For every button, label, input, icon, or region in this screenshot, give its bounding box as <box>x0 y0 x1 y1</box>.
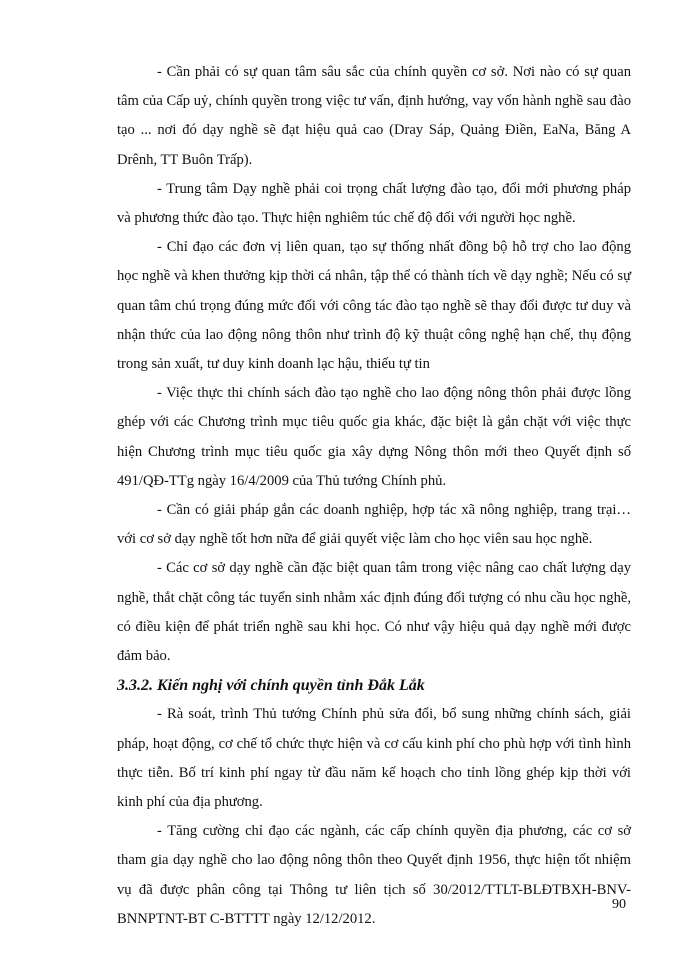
paragraph-direction-strengthening: - Tăng cường chỉ đạo các ngành, các cấp chính quyền địa phương, các cơ sở tham gia dạy nghề cho lao động nông thôn theo Quyết định 1956, thực hiện tốt nhiệm vụ đã được phân công tại Thông tư liên tịch số 30/2012/TTLT-BLĐTBXH-BNV-BNNPTNT-BT C-BTTTT ngày 12/12/2012. <box>117 823 631 927</box>
paragraph-coordination-support: - Chỉ đạo các đơn vị liên quan, tạo sự thống nhất đồng bộ hỗ trợ cho lao động học nghề và khen thưởng kịp thời cá nhân, tập thể có thành tích về dạy nghề; Nếu có sự quan tâm chú trọng đúng mức đối với công tác đào tạo nghề sẽ thay đổi được tư duy và nhận thức của lao động nông thôn như trình độ kỹ thuật công nghệ hạn chế, thụ động trong sản xuất, tư duy kinh doanh lạc hậu, thiếu tự tin <box>117 239 631 373</box>
section-heading: 3.3.2. Kiến nghị với chính quyền tỉnh Đắk Lắk <box>117 677 425 695</box>
paragraph-enrollment-quality: - Các cơ sở dạy nghề cần đặc biệt quan tâm trong việc nâng cao chất lượng dạy nghề, thắt chặt công tác tuyển sinh nhằm xác định đúng đối tượng có nhu cầu học nghề, có điều kiện để phát triển nghề sau khi học. Có như vậy hiệu quả dạy nghề mới được đảm bảo. <box>117 560 631 665</box>
paragraph-policy-review: - Rà soát, trình Thủ tướng Chính phủ sửa đổi, bổ sung những chính sách, giải pháp, hoạt động, cơ chế tổ chức thực hiện và cơ cấu kinh phí cho phù hợp với tình hình thực tiễn. Bố trí kinh phí ngay từ đầu năm kế hoạch cho tỉnh lồng ghép kịp thời với kinh phí của địa phương. <box>117 706 631 811</box>
paragraph-policy-integration: - Việc thực thi chính sách đào tạo nghề cho lao động nông thôn phải được lồng ghép với các Chương trình mục tiêu quốc gia khác, đặc biệt là gắn chặt với việc thực hiện Chương trình mục tiêu quốc gia xây dựng Nông thôn mới theo Quyết định số 491/QĐ-TTg ngày 16/4/2009 của Thủ tướng Chính phủ. <box>117 385 631 489</box>
paragraph-enterprise-linkage: - Cần có giải pháp gắn các doanh nghiệp, hợp tác xã nông nghiệp, trang trại… với cơ sở dạy nghề tốt hơn nữa để giải quyết việc làm cho học viên sau học nghề. <box>117 502 631 548</box>
paragraph-training-quality: - Trung tâm Dạy nghề phải coi trọng chất lượng đào tạo, đổi mới phương pháp và phương thức đào tạo. Thực hiện nghiêm túc chế độ đối với người học nghề. <box>117 180 631 227</box>
page-number: 90 <box>612 897 626 912</box>
paragraph-local-authority-attention: - Cần phải có sự quan tâm sâu sắc của chính quyền cơ sở. Nơi nào có sự quan tâm của Cấp uỷ, chính quyền trong việc tư vấn, định hướng, vay vốn hành nghề sau đào tạo ... nơi đó dạy nghề sẽ đạt hiệu quả cao (Dray Sáp, Quảng Điền, EaNa, Băng A Drênh, TT Buôn Trấp). <box>117 64 631 168</box>
page-body <box>117 58 631 934</box>
